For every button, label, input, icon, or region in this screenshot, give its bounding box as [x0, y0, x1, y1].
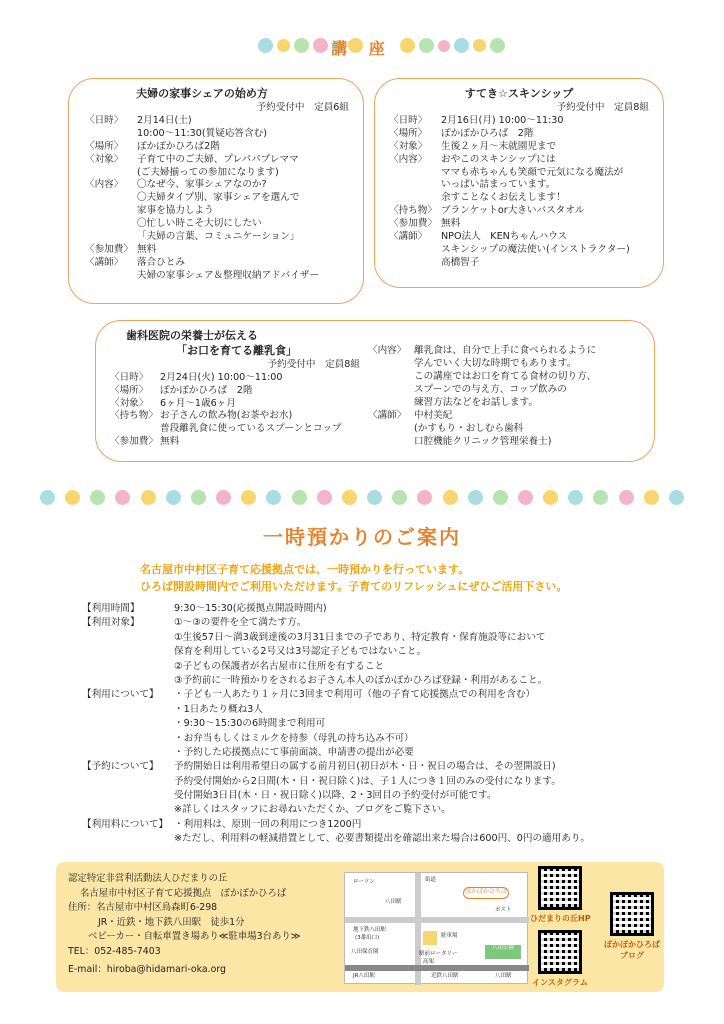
detail-value: 余すことなくお伝えします！	[441, 192, 566, 204]
detail-row	[389, 128, 649, 141]
detail-value: 学んでいく大切な時期でもあります。	[414, 357, 577, 369]
deco-dot	[191, 490, 206, 505]
detail-label: 〈対象〉	[85, 153, 124, 165]
detail-value: NPO法人 KENちゃんハウス	[441, 231, 568, 243]
detail-row	[389, 244, 649, 257]
detail-row	[85, 128, 349, 141]
deco-dot	[90, 490, 105, 505]
deco-dot	[65, 490, 80, 505]
detail-label	[82, 645, 174, 659]
detail-label: 〈講師〉	[389, 231, 428, 243]
detail-label	[389, 192, 441, 205]
detail-label: 〈対象〉	[389, 140, 428, 152]
detail-row	[82, 674, 692, 688]
detail-row	[389, 167, 649, 180]
deco-dot	[490, 38, 505, 53]
detail-value: この講座ではお口を育てる食材の切り方、	[414, 370, 597, 382]
detail-label: 〈日時〉	[110, 371, 149, 383]
detail-row	[110, 410, 360, 423]
detail-row	[110, 372, 360, 385]
childcare-intro	[140, 562, 567, 595]
detail-value: ・利用料は、原則一回の利用につき1200円	[174, 818, 362, 830]
map-label: 駐車場	[441, 933, 458, 939]
detail-label	[368, 423, 414, 436]
detail-row	[85, 257, 349, 270]
detail-value: ③予約前に一時預かりをされるお子さん本人のぽかぽかひろば登録・利用があること。	[174, 674, 548, 686]
detail-value: 「夫婦の言葉、コミュニケーション」	[137, 231, 300, 243]
deco-dot	[443, 490, 458, 505]
detail-label	[368, 358, 414, 371]
deco-dot	[468, 490, 483, 505]
detail-row	[85, 205, 349, 218]
detail-value: 予約開始日は利用希望日の属する前月初日(初日が木・日・祝日の場合は、その翌開設日)	[174, 761, 556, 773]
detail-row	[85, 167, 349, 180]
deco-dot	[115, 490, 130, 505]
access-map	[344, 872, 528, 984]
detail-row	[389, 218, 649, 231]
detail-value: お子さんの飲み物(お茶やお水)	[160, 410, 293, 422]
detail-row	[389, 179, 649, 192]
map-label: ポスト	[495, 907, 512, 913]
detail-value: (かすもり・おしむら歯科	[414, 422, 524, 434]
map-label: 高架	[423, 959, 435, 965]
detail-label	[82, 717, 174, 731]
map-label: 街道	[425, 877, 437, 883]
map-label: 地下鉄八田駅	[353, 927, 387, 933]
detail-label: 〈参加費〉	[85, 244, 133, 256]
detail-row	[368, 436, 638, 449]
detail-label	[85, 270, 137, 283]
detail-label: 〈持ち物〉	[110, 410, 158, 422]
course-title: 「お口を育てる離乳食」	[176, 343, 297, 357]
detail-value: ママも赤ちゃんも笑顔で元気になる魔法が	[441, 166, 624, 178]
detail-value: ぽかぽかひろば 2階	[160, 384, 253, 396]
deco-dot	[292, 490, 307, 505]
detail-value: (ご夫婦揃っての参加になります)	[137, 166, 279, 178]
childcare-title: 一時預かりのご案内	[263, 525, 461, 549]
detail-row	[82, 631, 692, 645]
detail-label	[82, 732, 174, 746]
deco-dot	[400, 38, 415, 53]
course-details	[85, 115, 349, 283]
detail-label	[85, 218, 137, 231]
detail-row	[389, 205, 649, 218]
detail-row	[110, 398, 360, 411]
detail-label	[389, 167, 441, 180]
detail-label	[82, 803, 174, 817]
detail-row	[85, 192, 349, 205]
phone: TEL：052-485-7403	[68, 945, 161, 957]
detail-value: 6ヶ月～1歳6ヶ月	[160, 397, 236, 409]
detail-value: 中村美紀	[414, 409, 453, 421]
detail-label	[85, 231, 137, 244]
detail-row	[82, 688, 692, 702]
detail-label: 〈場所〉	[85, 140, 124, 152]
section-title: 講 座	[331, 39, 393, 58]
course-details	[389, 115, 649, 270]
deco-dot	[438, 40, 450, 52]
detail-value: ぽかぽかひろば2階	[137, 140, 220, 152]
detail-label: 〈対象〉	[110, 397, 149, 409]
detail-label	[85, 192, 137, 205]
detail-label: 【利用料について】	[82, 818, 169, 830]
course-box-housework	[68, 78, 364, 304]
detail-value: 〇なぜ今、家事シェアなのか?	[137, 179, 267, 191]
childcare-details	[82, 602, 692, 847]
qr-label: インスタグラム	[532, 978, 588, 987]
detail-row	[85, 270, 349, 283]
map-label: 駅前ロータリー	[419, 951, 458, 957]
detail-row	[85, 141, 349, 154]
detail-value: 無料	[137, 244, 157, 256]
deco-dot	[644, 490, 659, 505]
qr-label: ぽかぽかひろば	[604, 940, 660, 949]
detail-row	[110, 423, 360, 436]
detail-row	[389, 231, 649, 244]
detail-row	[389, 257, 649, 270]
detail-label: 〈参加費〉	[389, 218, 437, 230]
detail-row	[82, 746, 692, 760]
detail-label: 〈持ち物〉	[389, 205, 437, 217]
detail-row	[82, 732, 692, 746]
detail-value: ②子どもの保護者が名古屋市に住所を有すること	[174, 660, 385, 672]
detail-row	[82, 818, 692, 832]
detail-row	[82, 703, 692, 717]
map-label: 八田公園	[485, 945, 521, 959]
deco-dot	[166, 490, 181, 505]
detail-label: 〈日時〉	[389, 114, 428, 126]
detail-row	[368, 345, 638, 358]
detail-row	[82, 660, 692, 674]
detail-label	[368, 397, 414, 410]
detail-label: 【予約について】	[82, 761, 159, 773]
deco-dot	[367, 490, 382, 505]
detail-value: ・1日あたり概ね3人	[174, 703, 263, 715]
detail-row	[85, 115, 349, 128]
deco-dot	[454, 38, 469, 53]
deco-dot	[568, 490, 583, 505]
detail-value: ・予約した応援拠点にて事前面談、申請書の提出が必要	[174, 746, 414, 758]
detail-value: 無料	[160, 436, 180, 448]
detail-row	[389, 154, 649, 167]
detail-row	[389, 141, 649, 154]
detail-label	[389, 257, 441, 270]
detail-value: 子育て中のご夫婦、プレパパプレママ	[137, 153, 299, 165]
deco-dot	[266, 490, 281, 505]
deco-dot	[543, 490, 558, 505]
detail-value: 2月16日(月) 10:00～11:30	[441, 114, 564, 126]
map-label: JR八田駅	[353, 973, 375, 979]
detail-row	[368, 423, 638, 436]
detail-row	[85, 179, 349, 192]
detail-value: 家事を協力しよう	[137, 205, 214, 217]
parking-marker	[423, 931, 437, 945]
qr-code-instagram[interactable]	[538, 930, 582, 974]
detail-label	[389, 244, 441, 257]
detail-label	[389, 179, 441, 192]
qr-code-blog[interactable]	[610, 892, 654, 936]
detail-row	[85, 231, 349, 244]
detail-value: 普段離乳食に使っているスプーンとコップ	[160, 423, 342, 435]
detail-row	[82, 616, 692, 630]
course-status: 予約受付中 定員8組	[267, 358, 360, 370]
middle-dots	[40, 490, 684, 518]
detail-row	[82, 760, 692, 774]
detail-value: 9:30～15:30(応援拠点開設時間内)	[174, 603, 327, 614]
course-details-left	[110, 372, 360, 450]
detail-value: 高橋智子	[441, 257, 480, 269]
map-label: 近鉄八田駅	[431, 973, 459, 979]
footer	[56, 862, 664, 992]
detail-label	[82, 789, 174, 803]
detail-row	[82, 602, 692, 616]
detail-label	[110, 423, 160, 436]
course-subtitle: 歯科医院の栄養士が伝える	[126, 329, 258, 342]
deco-dot	[141, 490, 156, 505]
detail-row	[82, 775, 692, 789]
detail-label	[82, 674, 174, 688]
detail-label	[85, 128, 137, 141]
detail-label: 〈内容〉	[389, 153, 428, 165]
detail-value: ・お弁当もしくはミルクを持参（母乳の持ち込み不可）	[174, 732, 414, 744]
map-label: 八田駅	[495, 973, 512, 979]
detail-value: ・子ども一人あたり１ヶ月に3回まで利用可（他の子育て応援拠点での利用を含む）	[174, 689, 536, 701]
org-name: 認定特定非営利活動法人ひだまりの丘	[68, 873, 228, 884]
deco-dot	[669, 490, 684, 505]
detail-row	[389, 115, 649, 128]
detail-value: 2月24日(火) 10:00～11:00	[160, 371, 283, 383]
detail-value: 落合ひとみ	[137, 257, 185, 269]
course-title: 夫婦の家事シェアの始め方	[136, 87, 268, 100]
deco-dot	[619, 490, 634, 505]
detail-row	[368, 410, 638, 423]
detail-row	[110, 436, 360, 449]
detail-label	[82, 746, 174, 760]
detail-label	[368, 384, 414, 397]
detail-value: 2月14日(土)	[137, 114, 192, 126]
detail-label: 【利用について】	[82, 689, 159, 701]
detail-label	[85, 205, 137, 218]
deco-dot	[417, 490, 432, 505]
map-label: ローソン	[353, 879, 375, 885]
qr-code-hp[interactable]	[538, 866, 582, 910]
detail-label: 〈講師〉	[85, 257, 124, 269]
detail-row	[82, 789, 692, 803]
detail-row	[82, 832, 692, 846]
detail-label: 〈内容〉	[368, 345, 407, 356]
detail-value: ブランケットor大きいバスタオル	[441, 205, 585, 217]
detail-row	[368, 358, 638, 371]
parking: ベビーカー・自転車置き場あり≪駐車場3台あり≫	[88, 931, 301, 943]
detail-row	[85, 244, 349, 257]
deco-dot	[593, 490, 608, 505]
detail-row	[82, 645, 692, 659]
detail-value: ①生後57日～満3歳到達後の3月31日までの子であり、特定教育・保育施設等において	[174, 631, 546, 643]
address: 住所：名古屋市中村区鳥森町6-298	[68, 902, 218, 914]
deco-dot	[419, 38, 434, 53]
detail-label	[85, 167, 137, 180]
course-status: 予約受付中 定員8組	[556, 101, 649, 113]
detail-label	[82, 631, 174, 645]
detail-value: 〇夫婦タイプ別、家事シェアを選んで	[137, 192, 300, 204]
detail-value: ぽかぽかひろば 2階	[441, 127, 534, 139]
center-name: 名古屋市中村区子育て応援拠点 ぽかぽかひろば	[80, 887, 287, 899]
email: E-mail：hiroba@hidamari-oka.org	[68, 964, 227, 976]
detail-row	[110, 385, 360, 398]
course-box-weaning	[95, 320, 655, 462]
detail-value: いっぱい詰まっています。	[441, 179, 556, 191]
detail-label: 〈日時〉	[85, 114, 124, 126]
course-status: 予約受付中 定員6組	[256, 101, 349, 113]
deco-dot	[342, 490, 357, 505]
detail-row	[368, 371, 638, 384]
detail-value: ※詳しくはスタッフにお尋ねいただくか、ブログをご覧下さい。	[174, 804, 451, 816]
detail-value: スキンシップの魔法使い(インストラクター)	[441, 244, 630, 256]
detail-value: 離乳食は、自分で上手に食べられるように	[414, 345, 597, 356]
detail-value: 受付開始3日目(木・日・祝日除く)以降、2・3回目の予約受付が可能です。	[174, 790, 497, 802]
deco-dot	[473, 39, 486, 52]
course-title: すてき☆スキンシップ	[464, 87, 574, 100]
detail-value: 無料	[441, 218, 461, 230]
deco-dot	[518, 490, 533, 505]
map-label: 八田駅	[385, 899, 402, 905]
detail-value: ※ただし、利用料の軽減措置として、必要書類提出を確認出来た場合は600円、0円の適用あり。	[174, 833, 591, 845]
detail-value: 夫婦の家事シェア＆整理収納アドバイザー	[137, 270, 319, 282]
deco-dot	[493, 490, 508, 505]
deco-dot	[317, 490, 332, 505]
detail-value: 10:00～11:30(質疑応答含む)	[137, 127, 267, 139]
detail-value: スプーンでの与え方、コップ飲みの	[414, 383, 567, 395]
detail-label	[82, 775, 174, 789]
detail-row	[85, 154, 349, 167]
detail-value: 練習方法などをお話します。	[414, 396, 538, 408]
detail-label	[368, 371, 414, 384]
map-label: (3番出口)	[355, 935, 380, 941]
detail-value: ・9:30～15:30の6時間まで利用可	[174, 718, 326, 730]
detail-value: 保育を利用している2号又は3号認定子どもではないこと。	[174, 646, 427, 658]
deco-dot	[392, 490, 407, 505]
detail-row	[368, 397, 638, 410]
deco-dot	[241, 490, 256, 505]
map-label: 八田保育園	[351, 949, 379, 955]
detail-row	[85, 218, 349, 231]
deco-dot	[40, 490, 55, 505]
detail-label: 〈場所〉	[389, 127, 428, 139]
detail-value: 〇忙しい時こそ大切にしたい	[137, 218, 262, 230]
access: JR・近鉄・地下鉄八田駅 徒歩1分	[98, 916, 245, 928]
detail-row	[82, 717, 692, 731]
course-details-right	[368, 345, 638, 449]
detail-row	[82, 803, 692, 817]
detail-row	[389, 192, 649, 205]
qr-label: ひだまりの丘HP	[530, 914, 591, 923]
course-box-skinship	[374, 78, 664, 288]
detail-value: 口腔機能クリニック管理栄養士)	[414, 435, 552, 447]
deco-dot	[216, 490, 231, 505]
detail-label	[82, 660, 174, 674]
detail-label: 【利用時間】	[82, 603, 140, 614]
detail-value: 生後２ヶ月～未就園児まで	[441, 140, 557, 152]
detail-label: 〈内容〉	[85, 179, 124, 191]
top-dots-right	[400, 38, 505, 53]
detail-label	[368, 436, 414, 449]
detail-label: 〈場所〉	[110, 384, 149, 396]
detail-label: 〈参加費〉	[110, 436, 158, 448]
detail-label	[82, 703, 174, 717]
detail-value: 予約受付開始から2日間(木・日・祝日除く)は、子１人につき１回のみの受付になります。	[174, 775, 561, 787]
intro-line: 名古屋市中村区子育て応援拠点では、一時預かりを行っています。	[140, 563, 470, 576]
qr-label: ブログ	[620, 951, 644, 960]
detail-row	[368, 384, 638, 397]
detail-label	[82, 832, 174, 846]
detail-label: 〈講師〉	[368, 409, 407, 421]
detail-value: おやこのスキンシップには	[441, 153, 556, 165]
intro-line: ひろば開設時間内でご利用いただけます。子育てのリフレッシュにぜひご活用下さい。	[140, 579, 568, 593]
map-pin: ぽかぽかひろば	[463, 887, 509, 899]
detail-value: ①～③の要件を全て満たす方。	[174, 617, 307, 629]
detail-label: 【利用対象】	[82, 617, 140, 629]
